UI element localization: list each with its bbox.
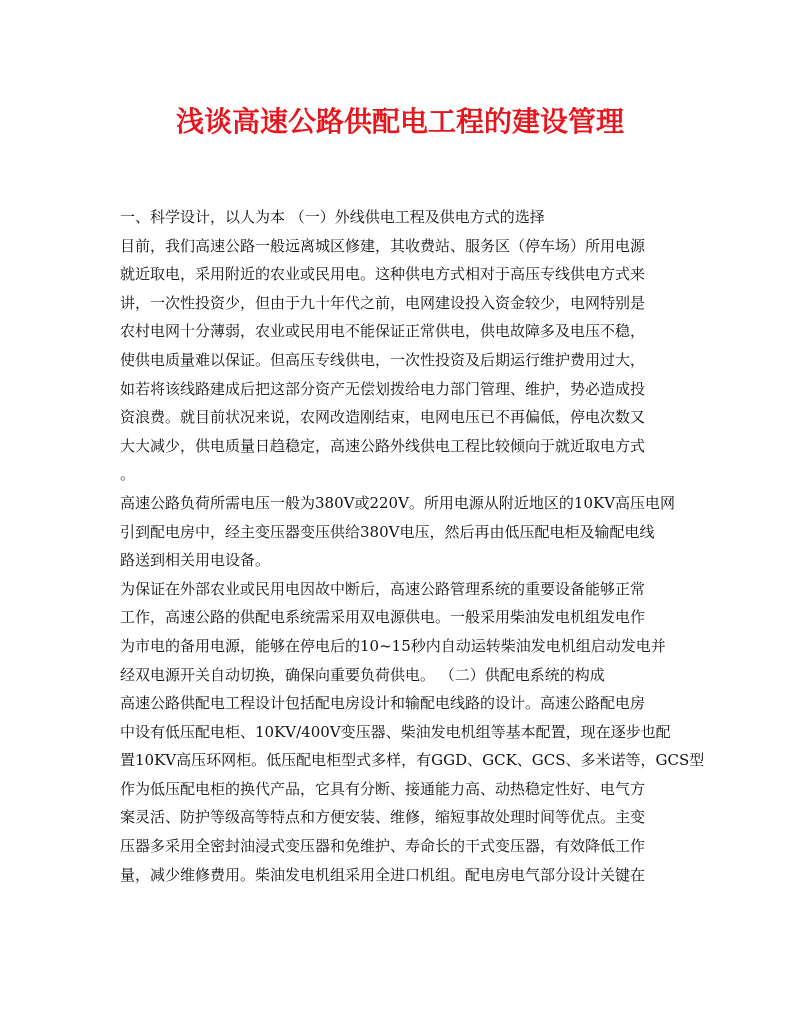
text-line: 量，减少维修费用。柴油发电机组采用全进口机组。配电房电气部分设计关键在 <box>120 865 646 884</box>
text-line: 大大减少，供电质量日趋稳定，高速公路外线供电工程比较倾向于就近取电方式 <box>120 436 646 455</box>
text-line: 讲，一次性投资少，但由于九十年代之前，电网建设投入资金较少，电网特别是 <box>120 293 646 312</box>
text-line: 。 <box>120 465 136 484</box>
text-line: 高速公路供配电工程设计包括配电房设计和输配电线路的设计。高速公路配电房 <box>120 694 646 713</box>
text-line: 农村电网十分薄弱，农业或民用电不能保证正常供电，供电故障多及电压不稳， <box>120 322 646 341</box>
document-body <box>120 203 705 889</box>
text-line: 压器多采用全密封油浸式变压器和免维护、寿命长的干式变压器，有效降低工作 <box>120 837 646 856</box>
text-line: 如若将该线路建成后把这部分资产无偿划拨给电力部门管理、维护，势必造成投 <box>120 379 646 398</box>
text-line: 引到配电房中，经主变压器变压供给380V电压，然后再由低压配电柜及输配电线 <box>120 522 655 541</box>
text-line: 中设有低压配电柜、10KV/400V变压器、柴油发电机组等基本配置，现在逐步也配 <box>120 722 671 741</box>
text-line: 目前，我们高速公路一般远离城区修建，其收费站、服务区（停车场）所用电源 <box>120 236 646 255</box>
text-line: 一、科学设计，以人为本 （一）外线供电工程及供电方式的选择 <box>120 208 545 226</box>
text-line: 就近取电，采用附近的农业或民用电。这种供电方式相对于高压专线供电方式来 <box>120 265 646 284</box>
text-line: 为市电的备用电源，能够在停电后的10~15秒内自动运转柴油发电机组启动发电并 <box>120 636 666 655</box>
text-line: 工作，高速公路的供配电系统需采用双电源供电。一般采用柴油发电机组发电作 <box>120 608 646 627</box>
text-line: 作为低压配电柜的换代产品，它具有分断、接通能力高、动热稳定性好、电气方 <box>120 779 646 798</box>
text-line: 高速公路负荷所需电压一般为380V或220V。所用电源从附近地区的10KV高压电网 <box>120 493 676 512</box>
text-line: 置10KV高压环网柜。低压配电柜型式多样，有GGD、GCK、GCS、多米诺等，GCS型 <box>120 751 705 770</box>
text-line: 使供电质量难以保证。但高压专线供电，一次性投资及后期运行维护费用过大， <box>120 350 646 369</box>
document-title: 浅谈高速公路供配电工程的建设管理 <box>175 105 624 138</box>
text-line: 案灵活、防护等级高等特点和方便安装、维修，缩短事故处理时间等优点。主变 <box>120 808 646 827</box>
text-line: 经双电源开关自动切换，确保向重要负荷供电。 （二）供配电系统的构成 <box>120 665 605 684</box>
text-line: 路送到相关用电设备。 <box>120 551 271 570</box>
text-line: 为保证在外部农业或民用电因故中断后，高速公路管理系统的重要设备能够正常 <box>120 579 646 598</box>
text-line: 资浪费。就目前状况来说，农网改造刚结束，电网电压已不再偏低，停电次数又 <box>120 408 646 427</box>
